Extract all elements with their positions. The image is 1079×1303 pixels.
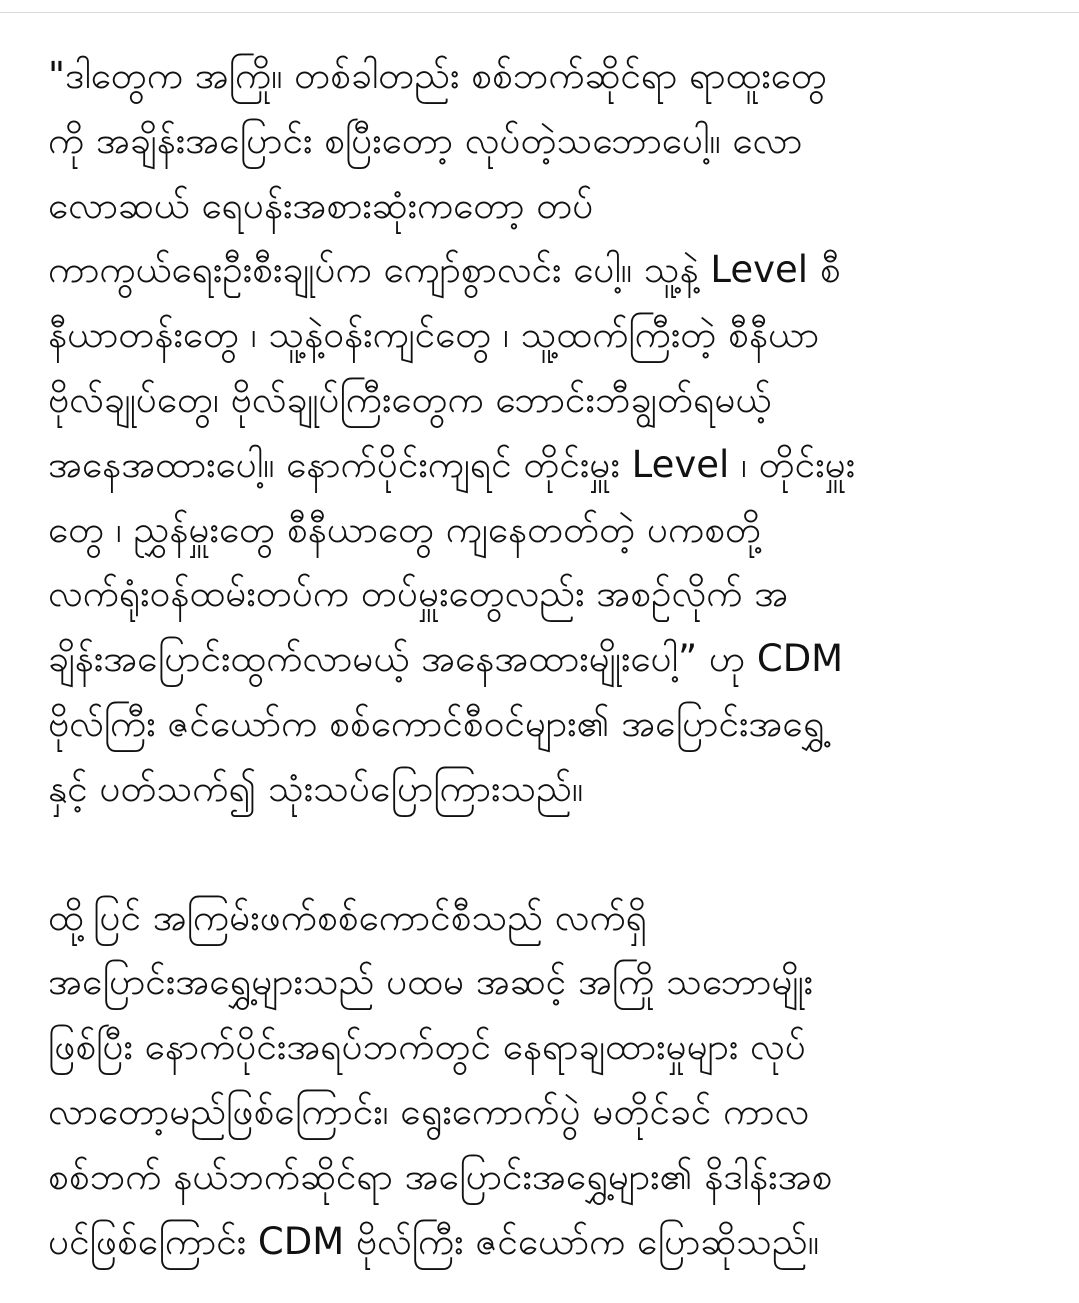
text-line: နှင့် ပတ်သက်၍ သုံးသပ်ပြောကြားသည်။	[48, 766, 584, 810]
text-line: "ဒါတွေက အကြို။ တစ်ခါတည်း စစ်ဘက်ဆိုင်ရာ ရာထူးတွေ	[48, 54, 827, 97]
text-line: အပြောင်းအရွှေ့များသည် ပထမ အဆင့် အကြို သဘောမျိုး	[48, 960, 814, 1004]
text-line: စစ်ဘက် နယ်ဘက်ဆိုင်ရာ အပြောင်းအရွှေ့များ၏ နိဒါန်းအစ	[48, 1154, 833, 1198]
text-line: ပင်ဖြစ်ကြောင်း CDM ဗိုလ်ကြီး ဇင်ယော်က ပြောဆိုသည်။	[48, 1219, 819, 1263]
text-line: အနေအထားပေါ့။ နောက်ပိုင်းကျရင် တိုင်းမှူး Level ၊ တိုင်းမှူး	[48, 442, 856, 486]
text-line: လောဆယ် ရေပန်းအစားဆုံးကတော့ တပ်	[48, 183, 594, 227]
text-line: လာတော့မည်ဖြစ်ကြောင်း၊ ရွေးကောက်ပွဲ မတိုင်ခင် ကာလ	[48, 1089, 810, 1133]
paragraph-spacer	[48, 822, 1048, 886]
paragraph-quote	[48, 44, 1048, 822]
top-divider	[0, 12, 1079, 13]
text-line: ကာကွယ်ရေးဦးစီးချုပ်က ကျော်စွာလင်း ပေါ့။ သူ့နဲ့ Level စီ	[48, 248, 841, 292]
text-line: နီယာတန်းတွေ ၊ သူ့နဲ့ဝန်းကျင်တွေ ၊ သူ့ထက်ကြီးတဲ့ စီနီယာ	[48, 313, 820, 357]
text-line: ဗိုလ်ကြီး ဇင်ယော်က စစ်ကောင်စီဝင်များ၏ အပြောင်းအရွှေ့	[48, 701, 825, 745]
text-line: ဗိုလ်ချုပ်တွေ၊ ဗိုလ်ချုပ်ကြီးတွေက ဘောင်းဘီချွတ်ရမယ့်	[48, 377, 772, 421]
article-body	[48, 44, 1048, 1274]
text-line: တွေ ၊ ညွှန်မှူးတွေ စီနီယာတွေ ကျနေတတ်တဲ့ ပကစတို့	[48, 507, 762, 551]
text-line: ကို အချိန်းအပြောင်း စပြီးတော့ လုပ်တဲ့သဘောပေါ့။ လော	[48, 118, 803, 162]
text-line: ဖြစ်ပြီး နောက်ပိုင်းအရပ်ဘက်တွင် နေရာချထားမှုများ လုပ်	[48, 1025, 806, 1069]
text-line: လက်ရုံးဝန်ထမ်းတပ်က တပ်မှူးတွေလည်း အစဉ်လိုက် အ	[48, 572, 789, 616]
text-line: ချိန်းအပြောင်းထွက်လာမယ့် အနေအထားမျိုးပေါ့” ဟု CDM	[48, 637, 844, 681]
text-line: ထို့ပြင် အကြမ်းဖက်စစ်ကောင်စီသည် လက်ရှိ	[48, 895, 647, 939]
paragraph-summary	[48, 886, 1048, 1275]
